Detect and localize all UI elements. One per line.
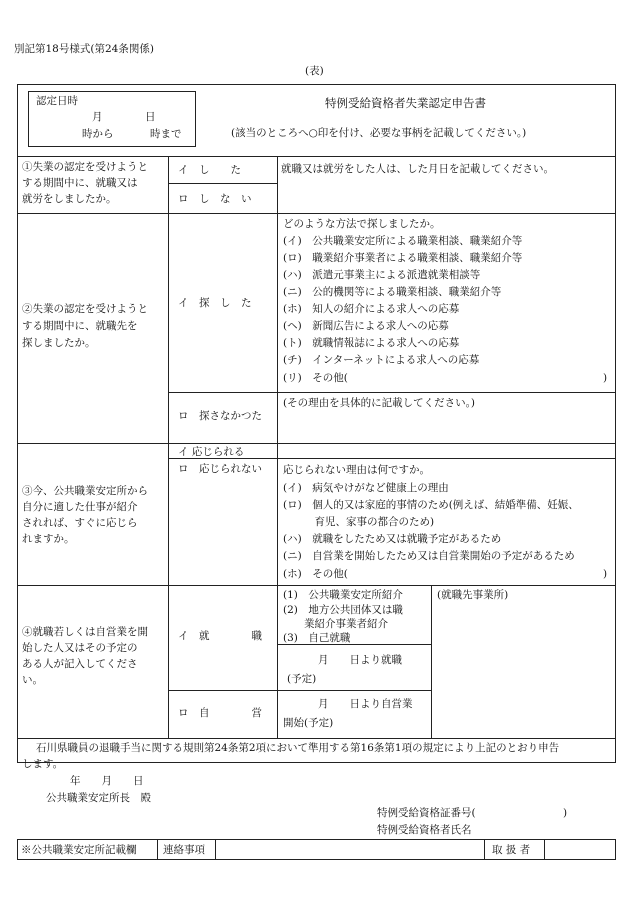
q2-other-close: ) <box>603 372 608 384</box>
q2-option-searched[interactable]: イ 探 し た <box>178 297 252 309</box>
applicant-name-label[interactable]: 特例受給資格者氏名 <box>377 824 472 836</box>
form-side: (表) <box>305 65 324 77</box>
q2-option-not-searched[interactable]: ロ 探さなかつた <box>178 410 262 422</box>
list-item: 育児、家事の都合のため) <box>283 516 435 528</box>
q1-note: 就職又は就労をした人は、した月日を記載してください。 <box>281 163 554 175</box>
handler-field[interactable] <box>545 840 614 859</box>
list-item[interactable]: (ロ) 職業紹介事業者による職業相談、職業紹介等 <box>283 252 523 264</box>
list-item[interactable]: (ホ) 知人の紹介による求人への応募 <box>283 303 460 315</box>
list-item[interactable]: (2) 地方公共団体又は職 <box>283 604 403 616</box>
list-item[interactable]: (3) 自己就職 <box>283 632 351 644</box>
q4-job-plan: (予定) <box>287 673 317 685</box>
q4-job-date[interactable]: 月 日より就職 <box>318 654 402 666</box>
time-to: 時まで <box>150 128 182 140</box>
q1-option-did[interactable]: イ し た <box>178 164 241 176</box>
declaration-line1: 石川県職員の退職手当に関する規則第24条第2項において準用する第16条第1項の規定により上記のとおり申告 <box>36 742 560 754</box>
q3-option-cannot[interactable]: ロ 応じられない <box>178 463 262 475</box>
list-item[interactable]: (ト) 就職情報誌による求人への応募 <box>283 337 460 349</box>
list-item[interactable]: (ハ) 派遣元事業主による派遣就業相談等 <box>283 269 481 281</box>
q4-option-self-employed[interactable]: ロ 自 営 <box>178 707 262 719</box>
handler-label: 取 扱 者 <box>492 844 531 856</box>
q4-option-employed[interactable]: イ 就 職 <box>178 630 262 642</box>
list-item[interactable]: (ハ) 就職をしたため又は就職予定があるため <box>283 533 502 545</box>
contact-label: 連絡事項 <box>163 844 205 856</box>
list-item[interactable]: (イ) 公共職業安定所による職業相談、職業紹介等 <box>283 235 523 247</box>
form-title: 特例受給資格者失業認定申告書 <box>325 96 486 110</box>
q1-option-did-not[interactable]: ロ し な い <box>178 193 252 205</box>
cert-number-close: ) <box>563 807 568 819</box>
list-item[interactable]: (ニ) 自営業を開始したため又は自営業開始の予定があるため <box>283 550 575 562</box>
cert-number-label[interactable]: 特例受給資格証番号( <box>377 807 476 819</box>
list-item[interactable]: (チ) インターネットによる求人への応募 <box>283 354 480 366</box>
list-item[interactable]: (イ) 病気やけがなど健康上の理由 <box>283 482 449 494</box>
instruction: (該当のところへ○印を付け、必要な事柄を記載してください。) <box>231 127 527 139</box>
list-item[interactable]: (ヘ) 新聞広告による求人への応募 <box>283 320 449 332</box>
list-item[interactable]: (ニ) 公的機関等による職業相談、職業紹介等 <box>283 286 502 298</box>
office-use-label: ※公共職業安定所記載欄 <box>21 844 137 856</box>
q2-reason-note: (その理由を具体的に記載してください。) <box>283 397 475 409</box>
list-item[interactable]: (1) 公共職業安定所紹介 <box>283 589 403 601</box>
date-label: 認定日時 <box>36 95 78 107</box>
time-from: 時から <box>82 128 114 140</box>
q4-employer-label: (就職先事業所) <box>437 589 509 601</box>
declaration-addressee: 公共職業安定所長 殿 <box>46 792 151 804</box>
q2-method-question: どのような方法で探しましたか。 <box>283 218 441 230</box>
form-id: 別記第18号様式(第24条関係) <box>14 43 154 55</box>
q4-self-plan: 開始(予定) <box>283 717 334 729</box>
date-month: 月 <box>92 111 103 123</box>
q3-reason-question: 応じられない理由は何ですか。 <box>283 464 430 476</box>
list-item[interactable]: (ホ) その他( <box>283 568 348 580</box>
q3-option-can[interactable]: イ 応じられる <box>178 446 245 458</box>
date-day: 日 <box>145 111 156 123</box>
list-item: 業紹介事業者紹介 <box>283 618 388 630</box>
q4-self-date[interactable]: 月 日より自営業 <box>318 698 413 710</box>
contact-field[interactable] <box>216 840 483 859</box>
declaration-date[interactable]: 年 月 日 <box>70 775 144 787</box>
list-item[interactable]: (リ) その他( <box>283 372 348 384</box>
list-item[interactable]: (ロ) 個人的又は家庭的事情のため(例えば、結婚準備、妊娠、 <box>283 499 579 511</box>
q3-other-close: ) <box>603 568 608 580</box>
declaration-line2: します。 <box>22 758 64 770</box>
